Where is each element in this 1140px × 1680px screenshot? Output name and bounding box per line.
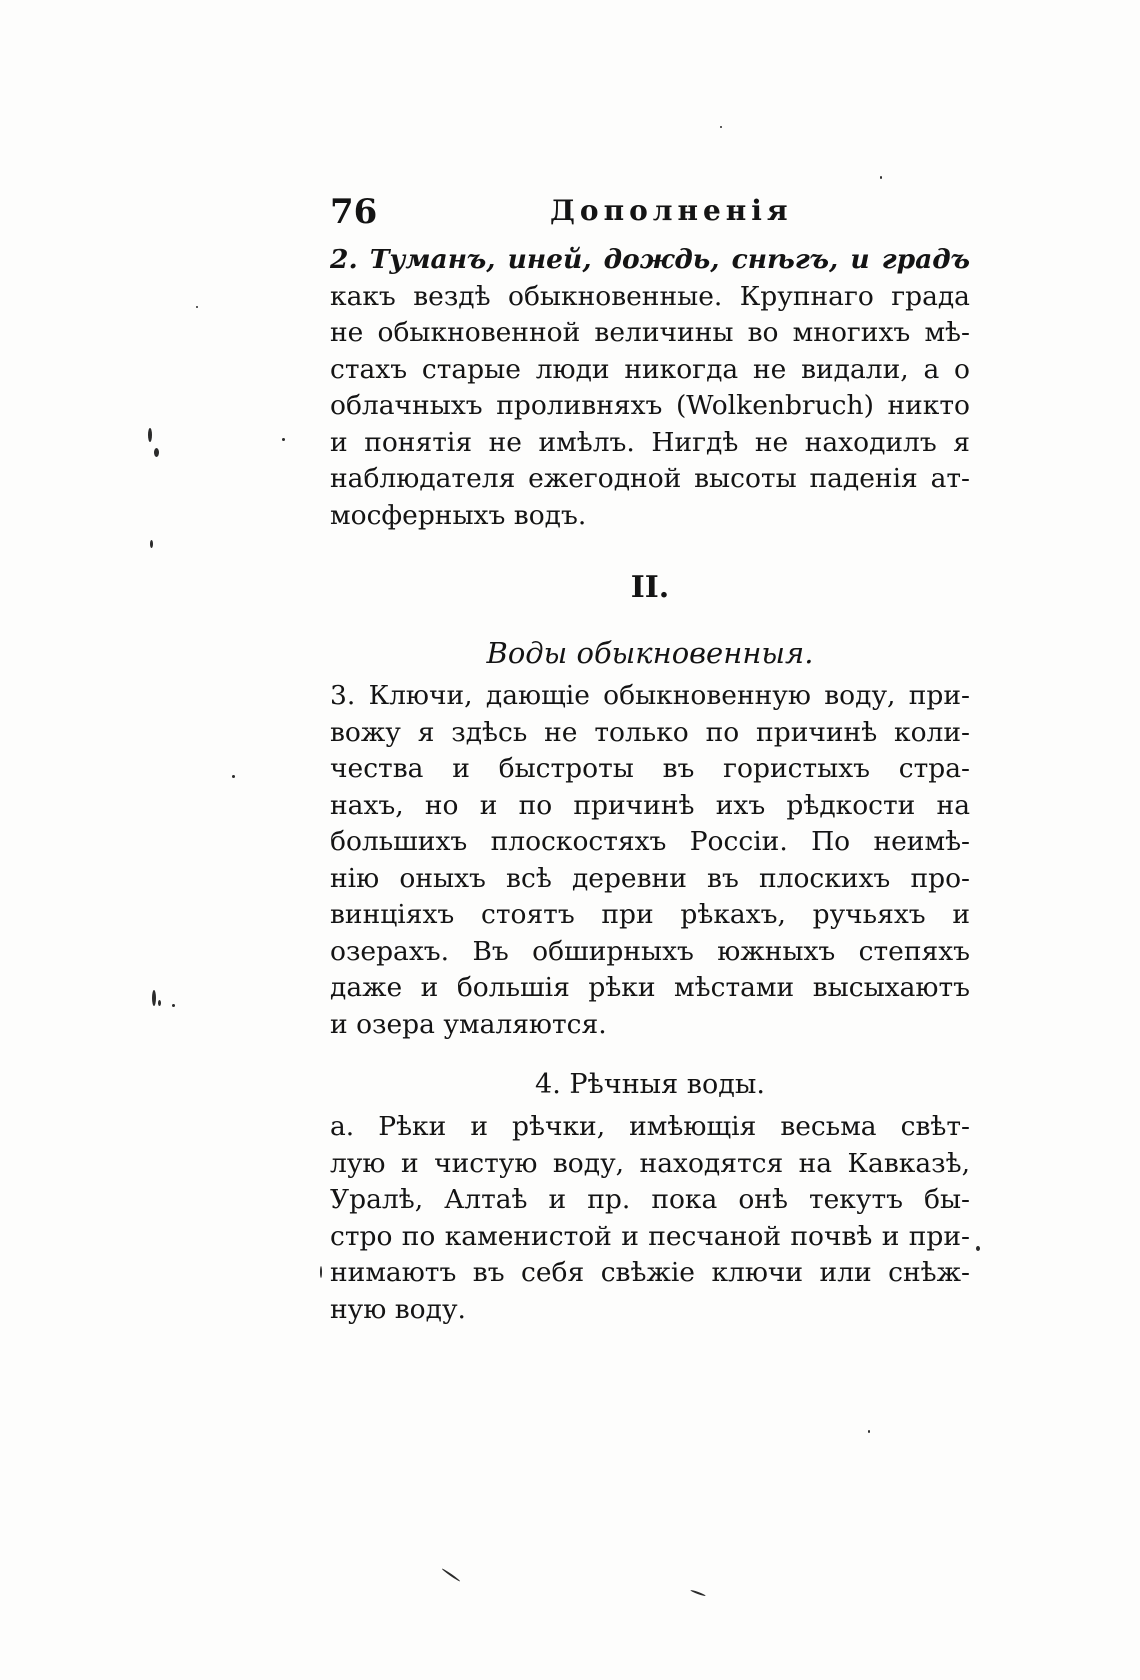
scan-speck — [232, 775, 235, 778]
text-line: стро по каменистой и песчаной почвѣ и при- — [330, 1220, 970, 1252]
text-line: лую и чистую воду, находятся на Кавказѣ, — [330, 1147, 970, 1179]
scan-speck — [150, 540, 153, 548]
scan-speck — [720, 126, 722, 128]
text-line: 2. Туманъ, иней, дождь, снѣгъ, и градъ — [330, 244, 970, 275]
text-line: нію оныхъ всѣ деревни въ плоскихъ про- — [330, 862, 970, 894]
text-line: ную воду. — [330, 1293, 466, 1325]
text-line: нимаютъ въ себя свѣжіе ключи или снѣж- — [330, 1257, 970, 1288]
text-line: чества и быстроты въ гористыхъ стра- — [330, 753, 970, 784]
paragraph-3 — [330, 678, 970, 1043]
text-line: не обыкновенной величины во многихъ мѣ- — [330, 317, 970, 348]
text-line: 3. Ключи, дающіе обыкновенную воду, при- — [330, 680, 970, 711]
scan-speck — [152, 990, 156, 1006]
text-line: озерахъ. Въ обширныхъ южныхъ степяхъ — [330, 935, 970, 967]
scan-speck — [154, 448, 159, 457]
text-line: мосферныхъ водъ. — [330, 499, 587, 531]
scan-speck — [172, 1004, 175, 1007]
paragraph-2 — [330, 242, 970, 534]
scan-speck — [976, 1246, 980, 1251]
scan-speck — [868, 1430, 870, 1433]
text-line: облачныхъ проливняхъ (Wolkenbruch) никто — [330, 390, 970, 421]
section-number: II. — [630, 570, 670, 605]
paragraph-4a — [330, 1109, 970, 1328]
scan-speck — [158, 1000, 161, 1006]
section-title: Воды обыкновенныя. — [486, 636, 814, 670]
text-line: вожу я здѣсь не только по причинѣ коли- — [330, 716, 970, 748]
text-line: нахъ, но и по причинѣ ихъ рѣдкости на — [330, 789, 970, 821]
text-line: Уралѣ, Алтаѣ и пр. пока онѣ текутъ бы- — [330, 1184, 970, 1215]
scan-speck — [690, 1589, 706, 1596]
text-line: даже и большія рѣки мѣстами высыхаютъ — [330, 972, 970, 1003]
scan-speck — [320, 1266, 322, 1278]
running-head — [330, 192, 970, 242]
scan-speck — [441, 1568, 460, 1582]
text-column — [330, 192, 970, 1328]
scan-speck — [148, 428, 152, 442]
text-line: наблюдателя ежегодной высоты паденія ат- — [330, 463, 970, 494]
running-head-title: Дополненія — [550, 194, 793, 227]
text-line: и озера умаляются. — [330, 1008, 607, 1040]
scan-speck — [196, 306, 198, 308]
subsection-heading: 4. Рѣчныя воды. — [535, 1069, 765, 1100]
text-line: и понятія не имѣлъ. Нигдѣ не находилъ я — [330, 426, 970, 458]
text-line: a. Рѣки и рѣчки, имѣющія весьма свѣт- — [330, 1111, 970, 1142]
text-line: какъ вездѣ обыкновенные. Крупнаго града — [330, 280, 970, 312]
scan-speck — [282, 438, 285, 441]
text-line: большихъ плоскостяхъ Россіи. По неимѣ- — [330, 826, 970, 857]
page-number: 76 — [330, 192, 378, 232]
text-line: стахъ старые люди никогда не видали, а о — [330, 353, 970, 385]
text-line: винціяхъ стоятъ при рѣкахъ, ручьяхъ и — [330, 899, 970, 930]
scan-speck — [880, 176, 882, 179]
